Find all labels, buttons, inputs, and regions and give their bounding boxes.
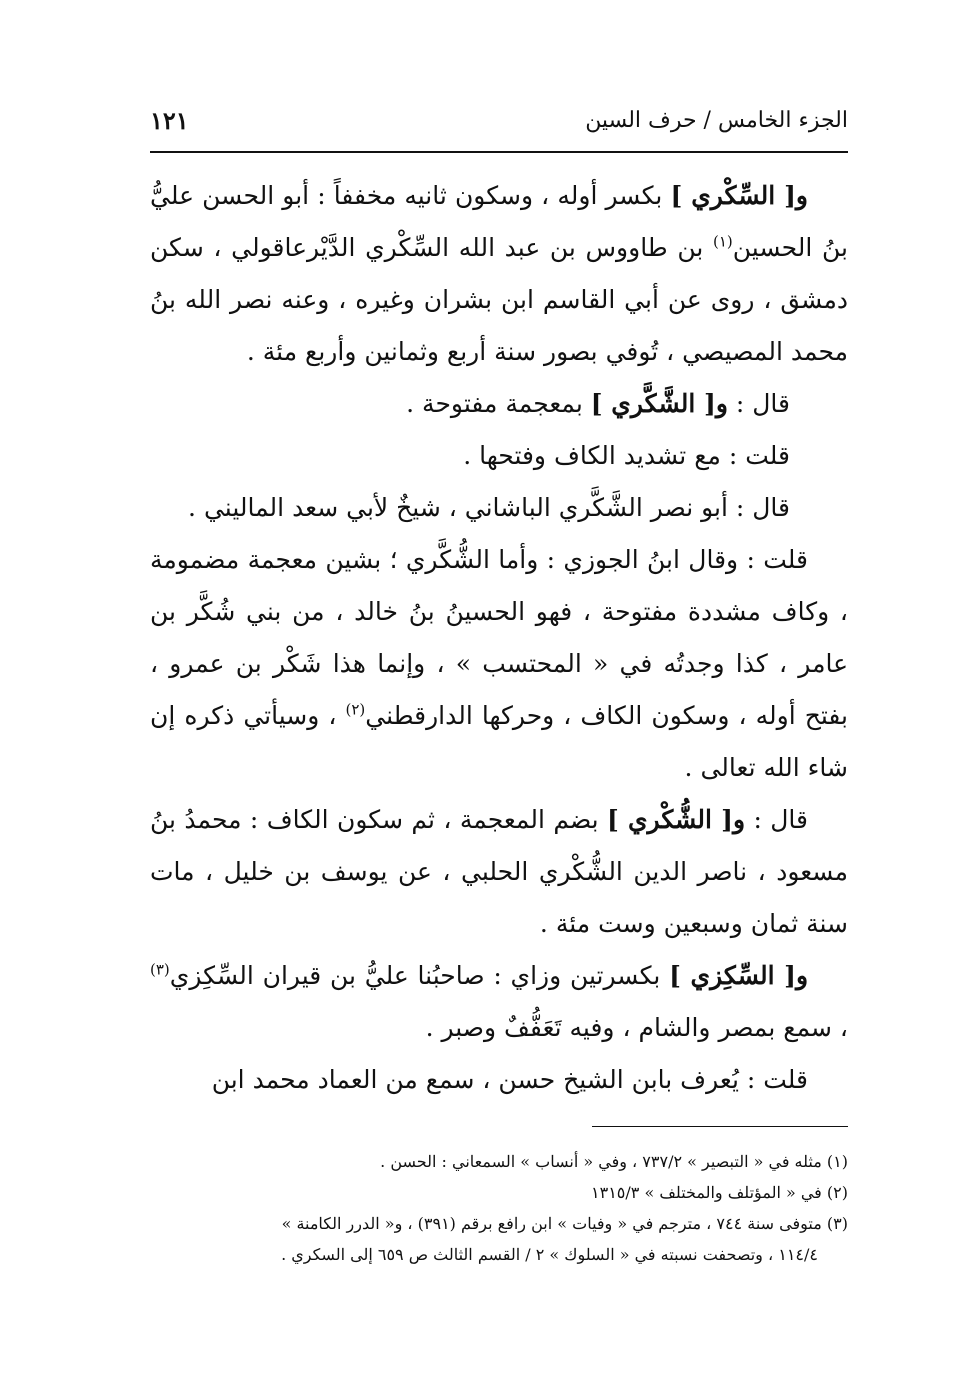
footnote-3-continued: ١١٤/٤ ، وتصحفت نسبته في « السلوك » ٢ / القسم الثالث ص ٦٥٩ إلى السكري . xyxy=(281,1245,818,1264)
footnote-3: (٣) متوفى سنة ٧٤٤ ، مترجم في « وفيات » ابن رافع برقم (٣٩١) ، و« الدرر الكامنة » xyxy=(281,1214,848,1233)
entry-heading: و[ الشَّكَّري ] xyxy=(590,389,728,418)
paragraph-text: بكسرتين وزاي : صاحبُنا عليُّ بن قيران السِّكِزي xyxy=(169,961,670,990)
entry-heading: و[ الشُّكْري ] xyxy=(606,805,746,834)
running-title: الجزء الخامس / حرف السين xyxy=(585,108,848,133)
paragraph-text: بكسر أوله ، وسكون ثانيه مخففاً : أبو الحسن عليُّ بنُ الحسين xyxy=(150,181,848,262)
main-text xyxy=(150,170,848,1106)
footnote-ref-2[interactable]: (٢) xyxy=(345,700,366,719)
page-header xyxy=(150,100,848,144)
footnote-2: (٢) في « المؤتلف والمختلف » ١٣١٥/٣ xyxy=(591,1183,848,1202)
paragraph-qultu-3: قلت : يُعرف بابن الشيخ حسن ، سمع من العماد محمد ابن xyxy=(211,1065,808,1094)
footnotes xyxy=(150,1146,848,1270)
page-number: ١٢١ xyxy=(150,106,189,135)
paragraph-text: بمعجمة مفتوحة . xyxy=(406,389,591,418)
paragraph-text: قلت : وقال ابنُ الجوزي : وأما الشُّكَّري ؛ بشين معجمة مضمومة ، وكاف مشددة مفتوحة ، فهو الحسينُ بنُ خالد ، من بني شُكَّر بن عامر ، كذا وجدتُه في « المحتسب » ، وإنما هذا شَكْر بن عمرو ، بفتح أوله ، وسكون الكاف ، وحركها الدارقطني xyxy=(150,545,848,730)
paragraph-sikizi xyxy=(150,950,848,1054)
paragraph-text: ، سمع بمصر والشام ، وفيه تَعَفُّفٌ وصبر . xyxy=(425,1013,848,1042)
entry-heading: و[ السِّكْري ] xyxy=(670,181,808,210)
footnote-rule xyxy=(592,1126,848,1127)
paragraph-qultu-2 xyxy=(150,534,848,794)
paragraph-qala-1: قال : أبو نصر الشَّكَّري الباشاني ، شيخٌ لأبي سعد الماليني . xyxy=(188,493,790,522)
paragraph-shukri xyxy=(150,794,848,950)
paragraph-sukri xyxy=(150,170,848,378)
paragraph-text: بضم المعجمة ، ثم سكون الكاف : محمدُ بنُ مسعود ، ناصر الدين الشُّكْري الحلبي ، عن يوسف بن خليل ، مات سنة ثمان وسبعين وست مئة . xyxy=(150,805,848,938)
paragraph-lead: قال : xyxy=(745,805,808,834)
header-rule xyxy=(150,151,848,153)
paragraph-text: بن طاووس بن عبد الله السِّكْري الدَّيْرعاقولي ، سكن دمشق ، روى عن أبي القاسم ابن بشران وغيره ، وعنه نصر الله بنُ محمد المصيصي ، تُوفي بصور سنة أربع وثمانين وأربع مئة . xyxy=(150,233,848,366)
paragraph-qultu-1: قلت : مع تشديد الكاف وفتحها . xyxy=(463,441,790,470)
footnote-ref-3[interactable]: (٣) xyxy=(150,960,170,979)
paragraph-shakkari xyxy=(150,378,848,430)
footnote-1: (١) مثله في « التبصير » ٧٣٧/٢ ، وفي « أنساب » السمعاني : الحسن . xyxy=(380,1152,848,1171)
footnote-ref-1[interactable]: (١) xyxy=(713,232,733,251)
entry-heading: و[ السِّكِزي ] xyxy=(669,961,809,990)
paragraph-text: ، وسيأتي ذكره إن شاء الله تعالى . xyxy=(150,701,848,782)
paragraph-lead: قال : xyxy=(727,389,790,418)
